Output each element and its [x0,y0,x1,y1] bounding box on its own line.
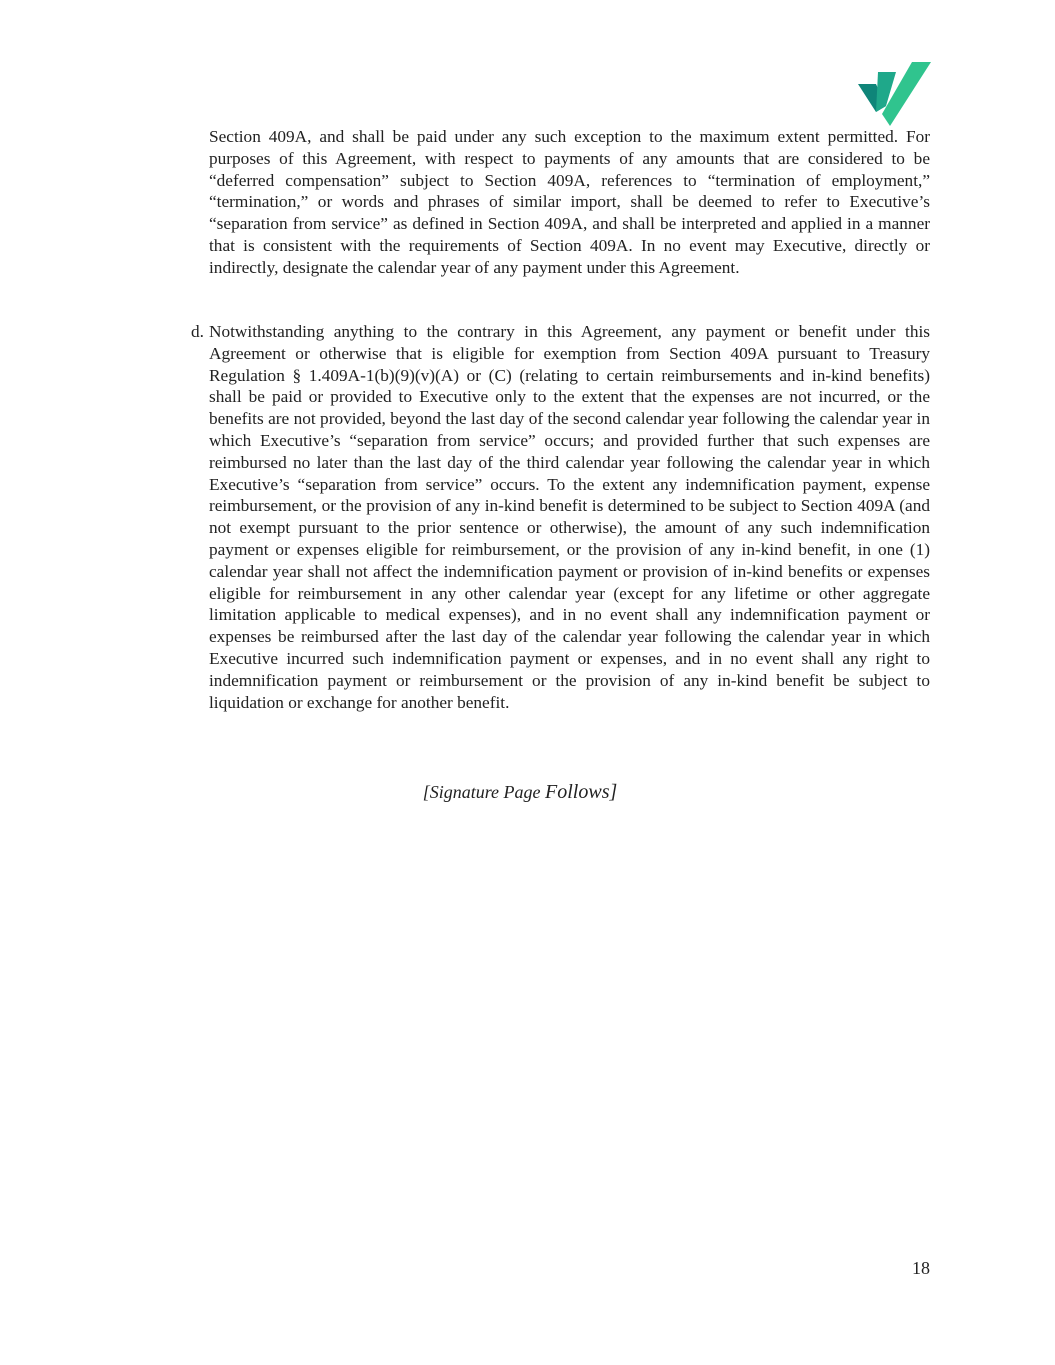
company-chevron-logo-icon [856,60,932,128]
signature-page-note [0,780,1040,804]
section-c-continued-paragraph: Section 409A, and shall be paid under any such exception to the maximum extent permitted. For purposes of this Agreement, with respect to payments of any amounts that are considered to be “deferred compensation” subject to Section 409A, references to “termination of employment,” “termination,” or words and phrases of similar import, shall be deemed to refer to Executive’s “separation from service” as defined in Section 409A, and shall be interpreted and applied in a manner that is consistent with the requirements of Section 409A. In no event may Executive, directly or indirectly, designate the calendar year of any payment under this Agreement. [209,127,930,277]
page-number: 18 [912,1258,930,1278]
signature-note-prefix: [Signature Page [422,782,546,802]
section-d-paragraph: Notwithstanding anything to the contrary in this Agreement, any payment or benefit under this Agreement or otherwise that is eligible for exemption from Section 409A pursuant to Treasury Regulation § 1.409A-1(b)(9)(v)(A) or (C) (relating to certain reimbursements and in-kind benefits) shall be paid or provided to Executive only to the extent that the expenses are not incurred, or the benefits are not provided, beyond the last day of the second calendar year following the calendar year in which Executive’s “separation from service” occurs; and provided further that such expenses are reimbursed no later than the last day of the third calendar year following the calendar year in which Executive’s “separation from service” occurs. To the extent any indemnification payment, expense reimbursement, or the provision of any in-kind benefit is determined to be subject to Section 409A (and not exempt pursuant to the prior sentence or otherwise), the amount of any such indemnification payment or expenses eligible for reimbursement, or the provision of any in-kind benefit, in one (1) calendar year shall not affect the indemnification payment or provision of in-kind benefits or expenses eligible for reimbursement in any other calendar year (except for any lifetime or other aggregate limitation applicable to medical expenses), and in no event shall any indemnification payment or expenses be reimbursed after the last day of the calendar year following the calendar year in which Executive incurred such indemnification payment or expenses, and in no event shall any right to indemnification payment or reimbursement or the provision of any in-kind benefit be subject to liquidation or exchange for another benefit. [209,322,930,712]
section-d-marker: d. [191,322,204,341]
signature-note-follows: Follows] [545,781,618,803]
